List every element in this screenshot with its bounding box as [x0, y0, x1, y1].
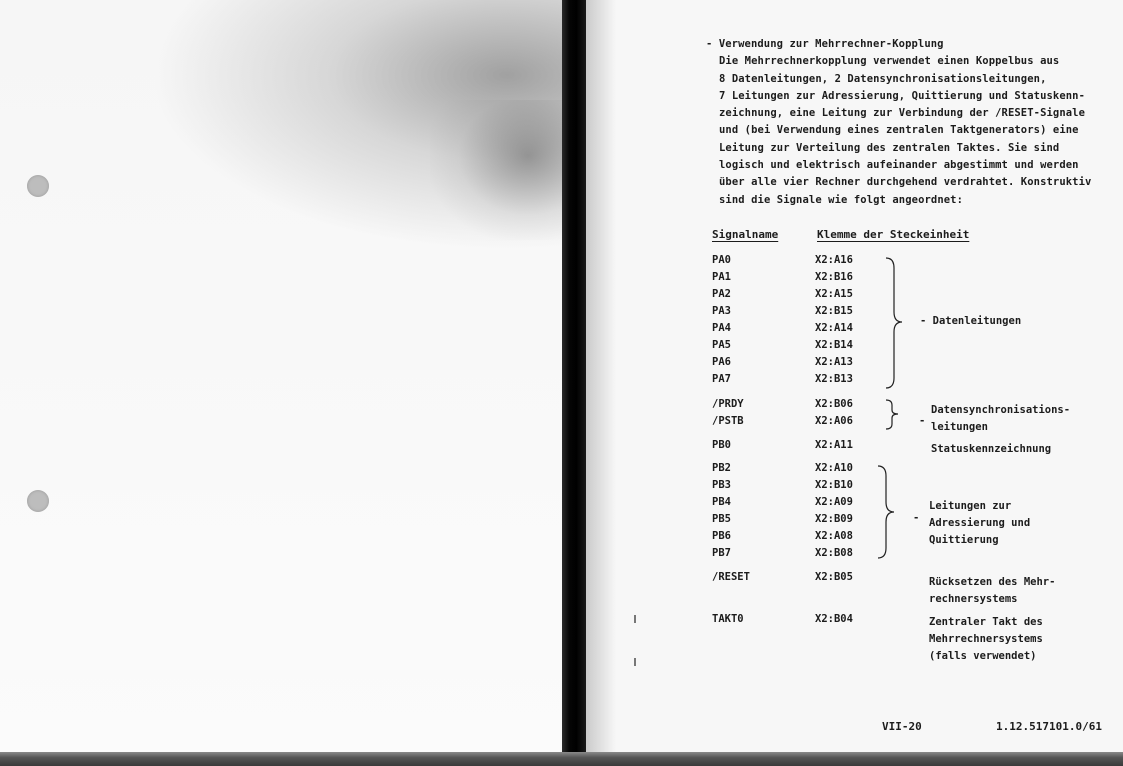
signal-name: TAKT0: [712, 613, 744, 625]
signal-name: PA1: [712, 271, 731, 283]
group-label-line: Adressierung und: [929, 517, 1031, 529]
column-header-klemme: Klemme der Steckeinheit: [817, 228, 970, 241]
signal-name: PB5: [712, 513, 731, 525]
terminal-name: X2:B15: [815, 305, 853, 317]
group-label-sync: [931, 402, 1070, 436]
signal-name: PB0: [712, 439, 731, 451]
group-label-line: Mehrrechnersystems: [929, 633, 1043, 645]
book-spine: [562, 0, 586, 752]
terminal-name: X2:B10: [815, 479, 853, 491]
group-label-line: Quittierung: [929, 534, 999, 546]
paragraph-line: und (bei Verwendung eines zentralen Taktgenerators) eine: [719, 124, 1079, 137]
page-number: VII-20: [882, 720, 922, 733]
signal-name: /PSTB: [712, 415, 744, 427]
paragraph-line: über alle vier Rechner durchgehend verdrahtet. Konstruktiv: [719, 176, 1092, 189]
paragraph-line: Die Mehrrechnerkopplung verwendet einen Koppelbus aus: [719, 55, 1060, 68]
paragraph-line: 8 Datenleitungen, 2 Datensynchronisationsleitungen,: [719, 72, 1047, 85]
group-label-takt: [929, 614, 1043, 665]
terminal-name: X2:A16: [815, 254, 853, 266]
scanner-bottom-edge: [0, 752, 1123, 766]
terminal-name: X2:B16: [815, 271, 853, 283]
signal-name: PB2: [712, 462, 731, 474]
signal-name: PA3: [712, 305, 731, 317]
scan-smudge: [430, 100, 570, 240]
brace-adressierung: [874, 464, 898, 560]
paragraph-line: sind die Signale wie folgt angeordnet:: [719, 193, 964, 206]
terminal-name: X2:B06: [815, 398, 853, 410]
signal-name: PA5: [712, 339, 731, 351]
terminal-name: X2:B05: [815, 571, 853, 583]
signal-name: /PRDY: [712, 398, 744, 410]
group-label-line: Leitungen zur: [929, 500, 1012, 512]
paragraph-line: logisch und elektrisch aufeinander abgestimmt und werden: [719, 159, 1079, 172]
scan-mark: [634, 615, 636, 623]
group-label-line: leitungen: [931, 421, 988, 433]
signal-name: PA4: [712, 322, 731, 334]
column-header-signal: Signalname: [712, 228, 779, 241]
intro-paragraph: [706, 36, 1116, 209]
punch-hole: [27, 175, 49, 197]
signal-name: PB6: [712, 530, 731, 542]
terminal-name: X2:A14: [815, 322, 853, 334]
punch-hole: [27, 490, 49, 512]
signal-name: PB7: [712, 547, 731, 559]
signal-name: PB3: [712, 479, 731, 491]
group-label-reset: [929, 574, 1055, 608]
group-label-line: rechnersystems: [929, 593, 1018, 605]
brace-sync: [882, 398, 902, 432]
group-label-status: Statuskennzeichnung: [931, 443, 1052, 455]
signal-name: PA0: [712, 254, 731, 266]
terminal-name: X2:B13: [815, 373, 853, 385]
document-number: 1.12.517101.0/61: [996, 720, 1102, 733]
signal-name: PA7: [712, 373, 731, 385]
terminal-name: X2:B14: [815, 339, 853, 351]
group-label-adressierung: [929, 498, 1030, 549]
group-label-line: (falls verwendet): [929, 650, 1037, 662]
left-page: [0, 0, 560, 752]
section-heading: - Verwendung zur Mehrrechner-Kopplung: [706, 38, 944, 50]
terminal-name: X2:B04: [815, 613, 853, 625]
paragraph-line: zeichnung, eine Leitung zur Verbindung der /RESET-Signale: [719, 107, 1086, 120]
scan-mark: [634, 658, 636, 666]
terminal-name: X2:A09: [815, 496, 853, 508]
group-label-line: Datensynchronisations-: [931, 404, 1071, 416]
paragraph-line: Leitung zur Verteilung des zentralen Taktes. Sie sind: [719, 141, 1060, 154]
group-label-datenleitungen: - Datenleitungen: [920, 315, 1022, 327]
signal-name: /RESET: [712, 571, 750, 583]
group-label-line: Rücksetzen des Mehr-: [929, 576, 1056, 588]
terminal-name: X2:A15: [815, 288, 853, 300]
terminal-name: X2:A08: [815, 530, 853, 542]
dash-mark: -: [919, 415, 926, 427]
signal-name: PB4: [712, 496, 731, 508]
group-label-line: Zentraler Takt des: [929, 616, 1043, 628]
terminal-name: X2:B08: [815, 547, 853, 559]
brace-datenleitungen: [882, 256, 906, 392]
terminal-name: X2:A10: [815, 462, 853, 474]
paragraph-line: 7 Leitungen zur Adressierung, Quittierung und Statuskenn-: [719, 89, 1086, 102]
spine-shadow: [586, 0, 616, 752]
terminal-name: X2:B09: [815, 513, 853, 525]
terminal-name: X2:A13: [815, 356, 853, 368]
terminal-name: X2:A11: [815, 439, 853, 451]
signal-name: PA6: [712, 356, 731, 368]
dash-mark: -: [913, 512, 920, 524]
signal-name: PA2: [712, 288, 731, 300]
terminal-name: X2:A06: [815, 415, 853, 427]
